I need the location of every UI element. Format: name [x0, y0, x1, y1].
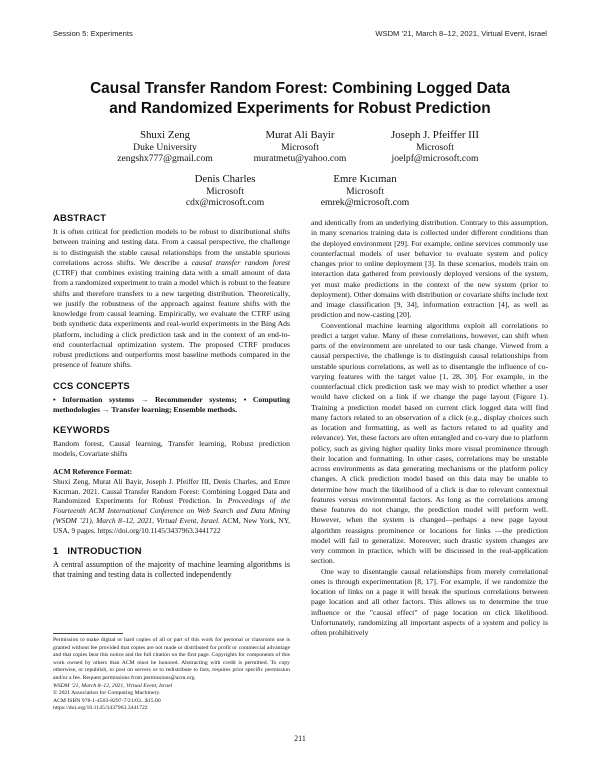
author-affiliation: Duke University: [133, 141, 197, 153]
author-email: joelpf@microsoft.com: [391, 153, 479, 165]
author-affiliation: Microsoft: [346, 185, 384, 197]
reference-format-text: [53, 477, 290, 536]
author-email: zengshx777@gmail.com: [117, 153, 213, 165]
author-block: [280, 174, 450, 209]
author-name: Emre Kıcıman: [333, 173, 397, 185]
intro-paragraph-1: and identically from an underlying distribution. Contrary to this assumption, in many scenarios training data is collected under different conditions than the deployed environment [29]. For example, online services commonly use counterfactual models of user behavior to evaluate system and policy changes prior to online deployment [3]. In these scenarios, models train on interaction data gathered from previously deployed versions of the system, yet must make predictions in the context of the new system (prior to deployment). Other domains with distribution or covariate shifts include text and image classification [9, 34], information extraction [4], as well as prediction and now-casting [20].: [311, 218, 548, 320]
paper-title: [60, 79, 540, 119]
title-line-2: and Randomized Experiments for Robust Prediction: [109, 100, 491, 117]
page-number: 211: [294, 734, 306, 743]
author-email: cdx@microsoft.com: [185, 197, 265, 209]
permission-doi: https://doi.org/10.1145/3437963.3441722: [53, 705, 148, 712]
author-affiliation: Microsoft: [416, 141, 454, 153]
author-name: Denis Charles: [194, 173, 256, 185]
author-affiliation: Microsoft: [281, 141, 319, 153]
running-header: [53, 29, 547, 43]
permission-venue: WSDM ’21, March 8–12, 2021, Virtual Event, Israel: [53, 682, 173, 689]
ccs-text: • Information systems → Recommender systems; • Computing methodologies → Transfer learning; Ensemble methods.: [53, 394, 290, 414]
abstract-heading: ABSTRACT: [53, 212, 107, 223]
author-name: Murat Ali Bayir: [265, 129, 335, 141]
header-session: Session 5: Experiments: [53, 29, 133, 38]
abstract-text: [53, 227, 290, 371]
author-affiliation: Microsoft: [206, 185, 244, 197]
intro-heading: [53, 545, 290, 557]
reference-text-part: Shuxi Zeng, Murat Ali Bayir, Joseph J. Pfeiffer III, Denis Charles, and Emre Kıcıman. 2021. Causal Transfer Random Forest: Combining Logged Data and Randomized Experiments for Robust Prediction. In: [53, 476, 290, 506]
title-line-1: Causal Transfer Random Forest: Combining Logged Data: [90, 80, 510, 97]
author-name: Joseph J. Pfeiffer III: [391, 129, 479, 141]
permission-isbn: ACM ISBN 978-1-4503-8297-7/21/03...$15.00: [53, 697, 161, 704]
author-email: muratmetu@yahoo.com: [253, 153, 347, 165]
reference-text-part: ACM, New York, NY, USA, 9 pages. https://doi.org/10.1145/3437963.3441722: [53, 515, 290, 535]
abstract-emphasis: causal transfer random forest: [191, 257, 291, 267]
keywords-heading: KEYWORDS: [53, 424, 110, 435]
intro-title: INTRODUCTION: [67, 544, 142, 556]
footnote-rule: [53, 633, 123, 634]
intro-paragraph-2: Conventional machine learning algorithms exploit all correlations to predict a target value. Many of these correlations, however, can shift when parts of the environment are unrelated to our task change. Viewed from a causal perspective, the challenge is to distinguish causal relationships from unstable spurious correlations, as well as to disentangle the influence of co-varying features with the target value [1, 28, 30]. For example, in the counterfactual click prediction task we may wish to predict whether a user would have clicked on a link if we change the page layout (Figure 1). Training a prediction model based on current click logged data will find many factors related to an observation of a click (e.g., display choices such as location and formatting, as well as factors related to ad quality and relevance). Yet, these factors are often entangled and co-vary due to platform policy, such as giving higher quality links more visual prominence through their location and formatting. In other cases, correlations may be unstable across environments as data generating mechanisms or the platform policy changes. A click prediction model based on this data may be unable to determine how much the likelihood of a click is due to relevant contextual features versus environmental factors. As long as the correlations among these features do not change, the prediction model will perform well. However, when the system is changed—perhaps a new page layout algorithm reassigns prominence or locations for links —the prediction model will fail to generalize. Moreover, such drastic system changes are very common in practice, which will be discussed in the real-application section.: [311, 320, 548, 566]
reference-format-heading: ACM Reference Format:: [53, 466, 133, 476]
intro-text: A central assumption of the majority of machine learning algorithms is that training and testing data is collected independently: [53, 559, 290, 580]
author-block: [350, 130, 520, 165]
author-email: emrek@microsoft.com: [320, 197, 410, 209]
author-name: Shuxi Zeng: [139, 129, 191, 141]
permission-text: Permission to make digital or hard copies of all or part of this work for personal or classroom use is granted without fee provided that copies are not made or distributed for profit or commercial advantage and that copies bear this notice and the full citation on the first page. Copyrights for components of this work owned by others than ACM must be honored. Abstracting with credit is permitted. To copy otherwise, or republish, to post on servers or to redistribute to lists, requires prior specific permission and/or a fee. Request permissions from permissions@acm.org.: [53, 637, 290, 681]
reference-emphasis: Proceedings of the Fourteenth ACM International Conference on Web Search and Data Mining (WSDM ’21), March 8–12, 2021, Virtual Event, Israel.: [53, 496, 290, 525]
left-column: [53, 212, 290, 581]
permission-block: [53, 637, 290, 713]
keywords-text: Random forest, Causal learning, Transfer learning, Robust prediction models, Covariate shifts: [53, 439, 290, 459]
abstract-text-part: It is often critical for prediction models to be robust to distributional shifts between training and testing data. From a causal perspective, the challenge is to distinguish the stable causal relationships from the unstable spurious correlations across shifts. We describe a: [53, 227, 290, 267]
permission-copyright: © 2021 Association for Computing Machinery.: [53, 690, 161, 697]
ccs-heading: CCS CONCEPTS: [53, 379, 130, 391]
header-venue: WSDM ’21, March 8–12, 2021, Virtual Event, Israel: [375, 29, 547, 38]
right-column: [311, 218, 548, 638]
intro-paragraph-3: One way to disentangle causal relationships from merely correlational ones is through experimentation [8, 17]. For example, if we randomize the location of links on a page it will break the spurious correlations between page location and all other factors. This allows us to determine the true influence or the "causal effect" of page location on click likelihood. Unfortunately, randomizing all important aspects of a system and policy is often prohibitively: [311, 566, 548, 637]
intro-number: 1: [53, 544, 59, 556]
abstract-text-part: (CTRF) that combines existing training data with a small amount of data from a randomized experiment to train a model which is robust to the feature shifts and therefore transfers to a new targeting distribution. Theoretically, we justify the robustness of the approach against feature shifts with the knowledge from causal learning. Empirically, we evaluate the CTRF using both synthetic data experiments and real-world experiments in the Bing Ads platform, including a click prediction task and in the context of an end-to-end counterfactual optimization system. The proposed CTRF produces robust predictions and outperforms most baseline methods compared in the presence of feature shifts.: [53, 268, 290, 370]
